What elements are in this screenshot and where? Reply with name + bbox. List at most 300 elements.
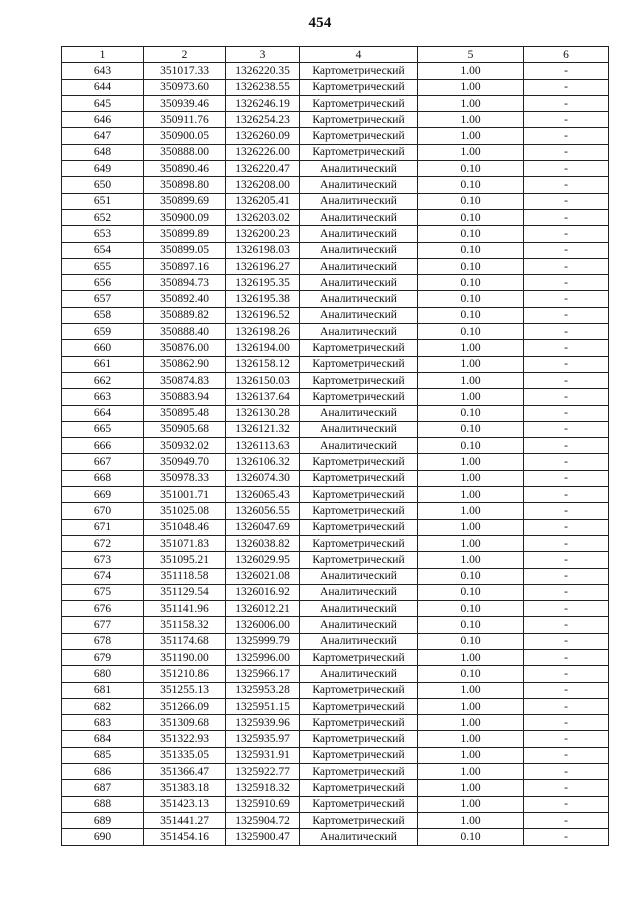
x-coordinate-cell: 351454.16 — [144, 829, 226, 845]
y-coordinate-cell: 1326205.41 — [226, 193, 300, 209]
x-coordinate-cell: 350889.82 — [144, 307, 226, 323]
table-row — [62, 63, 609, 79]
note-cell: - — [524, 405, 609, 421]
point-number-cell: 650 — [62, 177, 144, 193]
method-cell: Аналитический — [300, 161, 418, 177]
x-coordinate-cell: 351017.33 — [144, 63, 226, 79]
method-cell: Картометрический — [300, 112, 418, 128]
table-row — [62, 438, 609, 454]
accuracy-cell: 0.10 — [418, 275, 524, 291]
x-coordinate-cell: 350883.94 — [144, 389, 226, 405]
note-cell: - — [524, 731, 609, 747]
table-row — [62, 226, 609, 242]
x-coordinate-cell: 350876.00 — [144, 340, 226, 356]
note-cell: - — [524, 209, 609, 225]
y-coordinate-cell: 1326121.32 — [226, 421, 300, 437]
point-number-cell: 688 — [62, 796, 144, 812]
method-cell: Аналитический — [300, 307, 418, 323]
point-number-cell: 683 — [62, 715, 144, 731]
accuracy-cell: 1.00 — [418, 503, 524, 519]
point-number-cell: 686 — [62, 764, 144, 780]
x-coordinate-cell: 350888.40 — [144, 324, 226, 340]
method-cell: Картометрический — [300, 470, 418, 486]
x-coordinate-cell: 350899.05 — [144, 242, 226, 258]
point-number-cell: 670 — [62, 503, 144, 519]
y-coordinate-cell: 1326194.00 — [226, 340, 300, 356]
method-cell: Картометрический — [300, 764, 418, 780]
note-cell: - — [524, 633, 609, 649]
x-coordinate-cell: 350932.02 — [144, 438, 226, 454]
note-cell: - — [524, 698, 609, 714]
accuracy-cell: 1.00 — [418, 389, 524, 405]
note-cell: - — [524, 389, 609, 405]
note-cell: - — [524, 421, 609, 437]
table-row — [62, 796, 609, 812]
y-coordinate-cell: 1326021.08 — [226, 568, 300, 584]
accuracy-cell: 0.10 — [418, 324, 524, 340]
method-cell: Картометрический — [300, 372, 418, 388]
method-cell: Картометрический — [300, 95, 418, 111]
table-row — [62, 340, 609, 356]
method-cell: Картометрический — [300, 503, 418, 519]
method-cell: Аналитический — [300, 193, 418, 209]
table-row — [62, 601, 609, 617]
method-cell: Картометрический — [300, 649, 418, 665]
point-number-cell: 675 — [62, 584, 144, 600]
table-row — [62, 112, 609, 128]
table-row — [62, 552, 609, 568]
x-coordinate-cell: 351441.27 — [144, 812, 226, 828]
note-cell: - — [524, 470, 609, 486]
accuracy-cell: 1.00 — [418, 731, 524, 747]
note-cell: - — [524, 454, 609, 470]
y-coordinate-cell: 1326195.38 — [226, 291, 300, 307]
accuracy-cell: 0.10 — [418, 421, 524, 437]
point-number-cell: 687 — [62, 780, 144, 796]
note-cell: - — [524, 552, 609, 568]
point-number-cell: 685 — [62, 747, 144, 763]
note-cell: - — [524, 715, 609, 731]
accuracy-cell: 0.10 — [418, 177, 524, 193]
y-coordinate-cell: 1325953.28 — [226, 682, 300, 698]
table-row — [62, 780, 609, 796]
y-coordinate-cell: 1326012.21 — [226, 601, 300, 617]
note-cell: - — [524, 747, 609, 763]
note-cell: - — [524, 829, 609, 845]
x-coordinate-cell: 351025.08 — [144, 503, 226, 519]
point-number-cell: 669 — [62, 487, 144, 503]
method-cell: Картометрический — [300, 63, 418, 79]
accuracy-cell: 1.00 — [418, 79, 524, 95]
y-coordinate-cell: 1325939.96 — [226, 715, 300, 731]
note-cell: - — [524, 177, 609, 193]
accuracy-cell: 1.00 — [418, 144, 524, 160]
accuracy-cell: 0.10 — [418, 209, 524, 225]
table-row — [62, 470, 609, 486]
method-cell: Аналитический — [300, 405, 418, 421]
x-coordinate-cell: 351118.58 — [144, 568, 226, 584]
y-coordinate-cell: 1326038.82 — [226, 535, 300, 551]
note-cell: - — [524, 682, 609, 698]
note-cell: - — [524, 226, 609, 242]
accuracy-cell: 1.00 — [418, 356, 524, 372]
table-row — [62, 764, 609, 780]
y-coordinate-cell: 1326016.92 — [226, 584, 300, 600]
accuracy-cell: 0.10 — [418, 405, 524, 421]
y-coordinate-cell: 1326220.35 — [226, 63, 300, 79]
x-coordinate-cell: 351322.93 — [144, 731, 226, 747]
x-coordinate-cell: 350894.73 — [144, 275, 226, 291]
x-coordinate-cell: 350900.09 — [144, 209, 226, 225]
x-coordinate-cell: 350899.89 — [144, 226, 226, 242]
method-cell: Картометрический — [300, 796, 418, 812]
x-coordinate-cell: 351266.09 — [144, 698, 226, 714]
note-cell: - — [524, 666, 609, 682]
point-number-cell: 648 — [62, 144, 144, 160]
note-cell: - — [524, 503, 609, 519]
y-coordinate-cell: 1326158.12 — [226, 356, 300, 372]
accuracy-cell: 0.10 — [418, 829, 524, 845]
note-cell: - — [524, 764, 609, 780]
method-cell: Аналитический — [300, 275, 418, 291]
table-row — [62, 568, 609, 584]
x-coordinate-cell: 351190.00 — [144, 649, 226, 665]
table-row — [62, 829, 609, 845]
x-coordinate-cell: 351423.13 — [144, 796, 226, 812]
note-cell: - — [524, 796, 609, 812]
accuracy-cell: 1.00 — [418, 764, 524, 780]
table-row — [62, 356, 609, 372]
note-cell: - — [524, 519, 609, 535]
x-coordinate-cell: 351255.13 — [144, 682, 226, 698]
table-row — [62, 291, 609, 307]
table-row — [62, 95, 609, 111]
accuracy-cell: 1.00 — [418, 552, 524, 568]
point-number-cell: 653 — [62, 226, 144, 242]
method-cell: Картометрический — [300, 519, 418, 535]
point-number-cell: 662 — [62, 372, 144, 388]
x-coordinate-cell: 351210.86 — [144, 666, 226, 682]
column-header: 4 — [300, 47, 418, 63]
x-coordinate-cell: 350862.90 — [144, 356, 226, 372]
accuracy-cell: 1.00 — [418, 780, 524, 796]
accuracy-cell: 0.10 — [418, 161, 524, 177]
y-coordinate-cell: 1326260.09 — [226, 128, 300, 144]
point-number-cell: 645 — [62, 95, 144, 111]
accuracy-cell: 1.00 — [418, 454, 524, 470]
method-cell: Аналитический — [300, 438, 418, 454]
y-coordinate-cell: 1326074.30 — [226, 470, 300, 486]
point-number-cell: 655 — [62, 258, 144, 274]
x-coordinate-cell: 351048.46 — [144, 519, 226, 535]
x-coordinate-cell: 350890.46 — [144, 161, 226, 177]
accuracy-cell: 0.10 — [418, 258, 524, 274]
table-row — [62, 633, 609, 649]
note-cell: - — [524, 487, 609, 503]
y-coordinate-cell: 1326220.47 — [226, 161, 300, 177]
table-row — [62, 698, 609, 714]
x-coordinate-cell: 350911.76 — [144, 112, 226, 128]
header-row — [62, 47, 609, 63]
point-number-cell: 661 — [62, 356, 144, 372]
note-cell: - — [524, 372, 609, 388]
accuracy-cell: 0.10 — [418, 568, 524, 584]
x-coordinate-cell: 350900.05 — [144, 128, 226, 144]
y-coordinate-cell: 1325918.32 — [226, 780, 300, 796]
x-coordinate-cell: 351001.71 — [144, 487, 226, 503]
point-number-cell: 658 — [62, 307, 144, 323]
note-cell: - — [524, 79, 609, 95]
point-number-cell: 663 — [62, 389, 144, 405]
note-cell: - — [524, 584, 609, 600]
point-number-cell: 681 — [62, 682, 144, 698]
point-number-cell: 651 — [62, 193, 144, 209]
note-cell: - — [524, 275, 609, 291]
x-coordinate-cell: 351071.83 — [144, 535, 226, 551]
point-number-cell: 664 — [62, 405, 144, 421]
x-coordinate-cell: 350898.80 — [144, 177, 226, 193]
table-row — [62, 747, 609, 763]
y-coordinate-cell: 1326246.19 — [226, 95, 300, 111]
point-number-cell: 674 — [62, 568, 144, 584]
accuracy-cell: 0.10 — [418, 617, 524, 633]
note-cell: - — [524, 63, 609, 79]
y-coordinate-cell: 1325931.91 — [226, 747, 300, 763]
method-cell: Картометрический — [300, 79, 418, 95]
accuracy-cell: 0.10 — [418, 242, 524, 258]
note-cell: - — [524, 812, 609, 828]
method-cell: Аналитический — [300, 209, 418, 225]
table-row — [62, 209, 609, 225]
method-cell: Аналитический — [300, 601, 418, 617]
page-number: 454 — [308, 15, 332, 31]
accuracy-cell: 0.10 — [418, 193, 524, 209]
method-cell: Аналитический — [300, 226, 418, 242]
point-number-cell: 660 — [62, 340, 144, 356]
method-cell: Картометрический — [300, 698, 418, 714]
table-row — [62, 161, 609, 177]
x-coordinate-cell: 350973.60 — [144, 79, 226, 95]
x-coordinate-cell: 350874.83 — [144, 372, 226, 388]
accuracy-cell: 1.00 — [418, 340, 524, 356]
y-coordinate-cell: 1326208.00 — [226, 177, 300, 193]
table-row — [62, 812, 609, 828]
accuracy-cell: 1.00 — [418, 698, 524, 714]
x-coordinate-cell: 350978.33 — [144, 470, 226, 486]
x-coordinate-cell: 350892.40 — [144, 291, 226, 307]
accuracy-cell: 1.00 — [418, 812, 524, 828]
accuracy-cell: 1.00 — [418, 796, 524, 812]
method-cell: Картометрический — [300, 780, 418, 796]
note-cell: - — [524, 144, 609, 160]
point-number-cell: 652 — [62, 209, 144, 225]
y-coordinate-cell: 1325999.79 — [226, 633, 300, 649]
method-cell: Картометрический — [300, 487, 418, 503]
accuracy-cell: 0.10 — [418, 226, 524, 242]
coordinates-table — [61, 46, 609, 846]
note-cell: - — [524, 307, 609, 323]
method-cell: Картометрический — [300, 535, 418, 551]
method-cell: Картометрический — [300, 682, 418, 698]
table-row — [62, 584, 609, 600]
accuracy-cell: 0.10 — [418, 307, 524, 323]
y-coordinate-cell: 1326238.55 — [226, 79, 300, 95]
column-header: 2 — [144, 47, 226, 63]
method-cell: Картометрический — [300, 454, 418, 470]
accuracy-cell: 1.00 — [418, 535, 524, 551]
x-coordinate-cell: 351335.05 — [144, 747, 226, 763]
table-row — [62, 372, 609, 388]
table-row — [62, 519, 609, 535]
method-cell: Аналитический — [300, 324, 418, 340]
point-number-cell: 656 — [62, 275, 144, 291]
x-coordinate-cell: 350949.70 — [144, 454, 226, 470]
table-row — [62, 617, 609, 633]
note-cell: - — [524, 193, 609, 209]
y-coordinate-cell: 1326198.26 — [226, 324, 300, 340]
y-coordinate-cell: 1326006.00 — [226, 617, 300, 633]
y-coordinate-cell: 1325996.00 — [226, 649, 300, 665]
table-row — [62, 405, 609, 421]
method-cell: Аналитический — [300, 829, 418, 845]
y-coordinate-cell: 1326196.52 — [226, 307, 300, 323]
x-coordinate-cell: 350895.48 — [144, 405, 226, 421]
method-cell: Аналитический — [300, 666, 418, 682]
method-cell: Картометрический — [300, 747, 418, 763]
y-coordinate-cell: 1326226.00 — [226, 144, 300, 160]
note-cell: - — [524, 780, 609, 796]
table-row — [62, 258, 609, 274]
point-number-cell: 689 — [62, 812, 144, 828]
note-cell: - — [524, 438, 609, 454]
column-header: 6 — [524, 47, 609, 63]
x-coordinate-cell: 351309.68 — [144, 715, 226, 731]
y-coordinate-cell: 1326203.02 — [226, 209, 300, 225]
method-cell: Картометрический — [300, 715, 418, 731]
y-coordinate-cell: 1325935.97 — [226, 731, 300, 747]
method-cell: Картометрический — [300, 552, 418, 568]
accuracy-cell: 0.10 — [418, 291, 524, 307]
note-cell: - — [524, 291, 609, 307]
point-number-cell: 671 — [62, 519, 144, 535]
y-coordinate-cell: 1326137.64 — [226, 389, 300, 405]
y-coordinate-cell: 1326130.28 — [226, 405, 300, 421]
x-coordinate-cell: 351383.18 — [144, 780, 226, 796]
point-number-cell: 646 — [62, 112, 144, 128]
note-cell: - — [524, 161, 609, 177]
method-cell: Аналитический — [300, 242, 418, 258]
point-number-cell: 665 — [62, 421, 144, 437]
y-coordinate-cell: 1325900.47 — [226, 829, 300, 845]
y-coordinate-cell: 1326150.03 — [226, 372, 300, 388]
method-cell: Аналитический — [300, 568, 418, 584]
table-row — [62, 144, 609, 160]
table-row — [62, 389, 609, 405]
table-row — [62, 275, 609, 291]
x-coordinate-cell: 351174.68 — [144, 633, 226, 649]
note-cell: - — [524, 128, 609, 144]
y-coordinate-cell: 1326200.23 — [226, 226, 300, 242]
column-header: 3 — [226, 47, 300, 63]
point-number-cell: 657 — [62, 291, 144, 307]
accuracy-cell: 1.00 — [418, 95, 524, 111]
method-cell: Аналитический — [300, 617, 418, 633]
table-row — [62, 79, 609, 95]
table-row — [62, 731, 609, 747]
accuracy-cell: 1.00 — [418, 649, 524, 665]
note-cell: - — [524, 617, 609, 633]
column-header: 1 — [62, 47, 144, 63]
table-row — [62, 454, 609, 470]
note-cell: - — [524, 356, 609, 372]
point-number-cell: 678 — [62, 633, 144, 649]
y-coordinate-cell: 1326195.35 — [226, 275, 300, 291]
method-cell: Картометрический — [300, 340, 418, 356]
y-coordinate-cell: 1326065.43 — [226, 487, 300, 503]
method-cell: Аналитический — [300, 421, 418, 437]
x-coordinate-cell: 351366.47 — [144, 764, 226, 780]
table-row — [62, 177, 609, 193]
y-coordinate-cell: 1326254.23 — [226, 112, 300, 128]
point-number-cell: 666 — [62, 438, 144, 454]
method-cell: Аналитический — [300, 633, 418, 649]
x-coordinate-cell: 351129.54 — [144, 584, 226, 600]
point-number-cell: 649 — [62, 161, 144, 177]
table-row — [62, 193, 609, 209]
method-cell: Аналитический — [300, 291, 418, 307]
accuracy-cell: 0.10 — [418, 438, 524, 454]
table-row — [62, 324, 609, 340]
table-row — [62, 715, 609, 731]
method-cell: Картометрический — [300, 812, 418, 828]
point-number-cell: 654 — [62, 242, 144, 258]
y-coordinate-cell: 1326047.69 — [226, 519, 300, 535]
point-number-cell: 672 — [62, 535, 144, 551]
method-cell: Картометрический — [300, 731, 418, 747]
method-cell: Аналитический — [300, 177, 418, 193]
point-number-cell: 682 — [62, 698, 144, 714]
accuracy-cell: 1.00 — [418, 470, 524, 486]
accuracy-cell: 1.00 — [418, 519, 524, 535]
point-number-cell: 667 — [62, 454, 144, 470]
point-number-cell: 677 — [62, 617, 144, 633]
note-cell: - — [524, 95, 609, 111]
x-coordinate-cell: 351141.96 — [144, 601, 226, 617]
table-row — [62, 307, 609, 323]
point-number-cell: 673 — [62, 552, 144, 568]
table-row — [62, 503, 609, 519]
table-row — [62, 649, 609, 665]
accuracy-cell: 0.10 — [418, 633, 524, 649]
method-cell: Картометрический — [300, 144, 418, 160]
method-cell: Аналитический — [300, 584, 418, 600]
column-header: 5 — [418, 47, 524, 63]
y-coordinate-cell: 1326196.27 — [226, 258, 300, 274]
accuracy-cell: 0.10 — [418, 601, 524, 617]
x-coordinate-cell: 351095.21 — [144, 552, 226, 568]
point-number-cell: 680 — [62, 666, 144, 682]
y-coordinate-cell: 1325922.77 — [226, 764, 300, 780]
point-number-cell: 684 — [62, 731, 144, 747]
method-cell: Аналитический — [300, 258, 418, 274]
point-number-cell: 659 — [62, 324, 144, 340]
point-number-cell: 647 — [62, 128, 144, 144]
note-cell: - — [524, 568, 609, 584]
point-number-cell: 679 — [62, 649, 144, 665]
y-coordinate-cell: 1325951.15 — [226, 698, 300, 714]
y-coordinate-cell: 1325904.72 — [226, 812, 300, 828]
accuracy-cell: 1.00 — [418, 128, 524, 144]
